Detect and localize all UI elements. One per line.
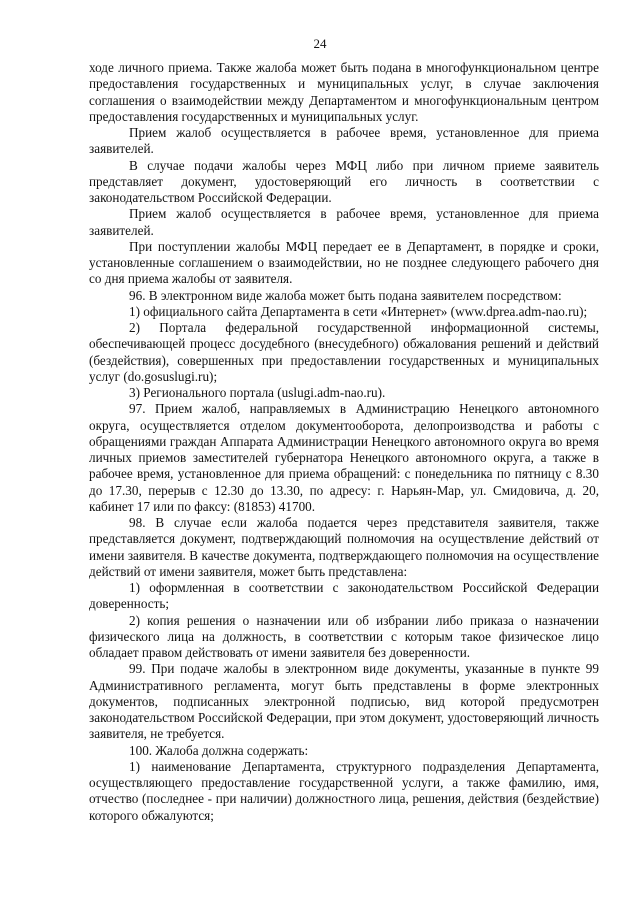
paragraph-item-96: 96. В электронном виде жалоба может быть подана заявителем посредством: [129,287,562,303]
paragraph: При поступлении жалобы МФЦ передает ее в Департамент, в порядке и сроки, установленные соглашением о взаимодействии, но не позднее следующего рабочего дня со дня приема жалобы от заявителя. [89,238,599,287]
list-item: 1) наименование Департамента, структурного подразделения Департамента, осуществляющего предоставление государственной услуги, а также фамилию, имя, отчество (последнее - при наличии) должностного лица, решения, действия (бездействие) которого обжалуются; [89,758,599,823]
paragraph: В случае подачи жалобы через МФЦ либо при личном приеме заявитель представляет документ, удостоверяющий его личность в соответствии с законодательством Российской Федерации. [89,157,599,205]
list-item: 2) копия решения о назначении или об избрании либо приказа о назначении физического лица на должность, в соответствии с которым такое физическое лицо обладает правом действовать от имени заявителя без доверенности. [89,612,599,660]
list-item: 1) официального сайта Департамента в сети «Интернет» (www.dprea.adm-nao.ru); [129,303,588,319]
paragraph: Прием жалоб осуществляется в рабочее время, установленное для приема заявителей. [89,125,599,157]
list-item: 2) Портала федеральной государственной информационной системы, обеспечивающей процесс досудебного (внесудебного) обжалования решений и действий (бездействия), совершенных при предоставлении государственных и муниципальных услуг (do.gosuslugi.ru); [89,320,599,384]
list-item: 3) Регионального портала (uslugi.adm-nao.ru). [129,385,386,400]
paragraph-item-99: 99. При подаче жалобы в электронном виде документы, указанные в пункте 99 Административного регламента, могут быть представлены в форме электронных документов, подписанных электронной подписью, вид которой предусмотрен законодательством Российской Федерации, при этом документ, удостоверяющий личность заявителя, не требуется. [89,661,599,742]
paragraph-item-97: 97. Прием жалоб, направляемых в Администрацию Ненецкого автономного округа, осуществляется отделом документооборота, делопроизводства и работы с обращениями граждан Аппарата Администрации Ненецкого автономного округа во время личных приемов заместителей губернатора Ненецкого автономного округа, а также в рабочее время, установленное для приема обращений: с понедельника по пятницу с 8.30 до 17.30, перерыв с 12.30 до 13.30, по адресу: г. Нарьян-Мар, ул. Смидовича, д. 20, кабинет 17 или по факсу: (81853) 41700. [89,401,599,514]
paragraph-item-98: 98. В случае если жалоба подается через представителя заявителя, также представляется документ, подтверждающий полномочия на осуществление действий от имени заявителя. В качестве документа, подтверждающего полномочия на осуществление действий от имени заявителя, может быть представлена: [89,515,599,579]
paragraph: Прием жалоб осуществляется в рабочее время, установленное для приема заявителей. [89,206,599,238]
paragraph-item-100: 100. Жалоба должна содержать: [129,742,309,758]
page-number: 24 [313,36,327,51]
paragraph: ходе личного приема. Также жалоба может быть подана в многофункциональном центре предоставления государственных и муниципальных услуг, в случае заключения соглашения о взаимодействии между Департаментом и многофункциональным центром предоставления государственных и муниципальных услуг. [89,60,599,124]
document-body [89,60,599,824]
list-item: 1) оформленная в соответствии с законодательством Российской Федерации доверенность; [89,580,599,612]
